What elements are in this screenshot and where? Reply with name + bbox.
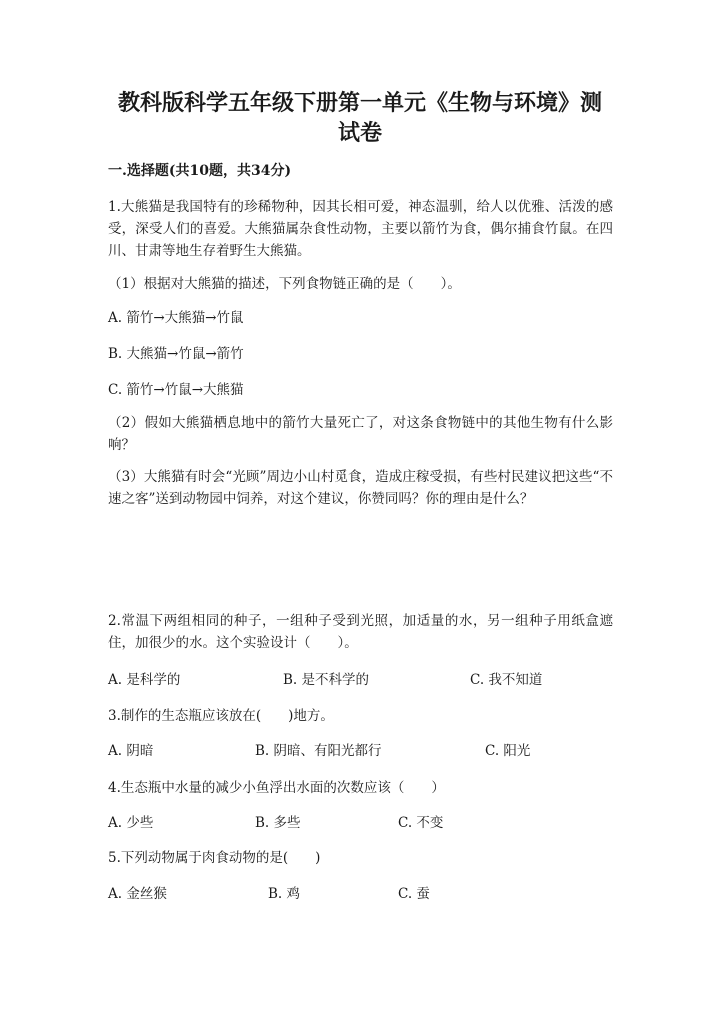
- q4-option-a: A. 少些: [108, 815, 154, 831]
- q1-sub3: （3）大熊猫有时会“光顾”周边小山村觅食，造成庄稼受损，有些村民建议把这些“不速之客”送到动物园中饲养，对这个建议，你赞同吗？你的理由是什么？: [108, 469, 613, 507]
- q2-stem: 2.常温下两组相同的种子，一组种子受到光照，加适量的水，另一组种子用纸盒遮住，加很少的水。这个实验设计（ ）。: [108, 613, 613, 651]
- q5-option-c: C. 蚕: [398, 886, 430, 902]
- q3-option-b: B. 阴暗、有阳光都行: [255, 743, 382, 759]
- q1-sub1-option-a: A. 箭竹→大熊猫→竹鼠: [108, 310, 244, 326]
- title-line-1: 教科版科学五年级下册第一单元《生物与环境》测: [117, 90, 602, 116]
- q1-sub1-option-b: B. 大熊猫→竹鼠→箭竹: [108, 346, 244, 362]
- q5-stem: 5.下列动物属于肉食动物的是( ): [108, 850, 321, 866]
- q3-option-c: C. 阳光: [485, 743, 531, 759]
- q4-option-b: B. 多些: [255, 815, 301, 831]
- q2-option-b: B. 是不科学的: [283, 672, 370, 688]
- q5-option-b: B. 鸡: [268, 886, 301, 902]
- q2-option-a: A. 是科学的: [108, 672, 181, 688]
- q3-option-a: A. 阴暗: [108, 743, 154, 759]
- q4-option-c: C. 不变: [398, 815, 444, 831]
- title-line-2: 试卷: [337, 120, 382, 146]
- q2-option-c: C. 我不知道: [470, 672, 543, 688]
- q1-stem: 1.大熊猫是我国特有的珍稀物种，因其长相可爱，神态温驯，给人以优雅、活泼的感受，深受人们的喜爱。大熊猫属杂食性动物，主要以箭竹为食，偶尔捕食竹鼠。在四川、甘肃等地生存着野生大熊猫。: [108, 199, 613, 259]
- q5-option-a: A. 金丝猴: [108, 886, 167, 902]
- q1-sub1-option-c: C. 箭竹→竹鼠→大熊猫: [108, 382, 244, 398]
- section-heading: 一.选择题(共10题，共34分): [108, 163, 292, 179]
- q4-stem: 4.生态瓶中水量的减少小鱼浮出水面的次数应该（ ）: [108, 780, 445, 796]
- page-title: [100, 88, 620, 148]
- q1-sub1: （1）根据对大熊猫的描述，下列食物链正确的是（ ）。: [108, 276, 461, 292]
- q3-stem: 3.制作的生态瓶应该放在( )地方。: [108, 708, 334, 724]
- q1-sub2: （2）假如大熊猫栖息地中的箭竹大量死亡了，对这条食物链中的其他生物有什么影响？: [108, 415, 613, 453]
